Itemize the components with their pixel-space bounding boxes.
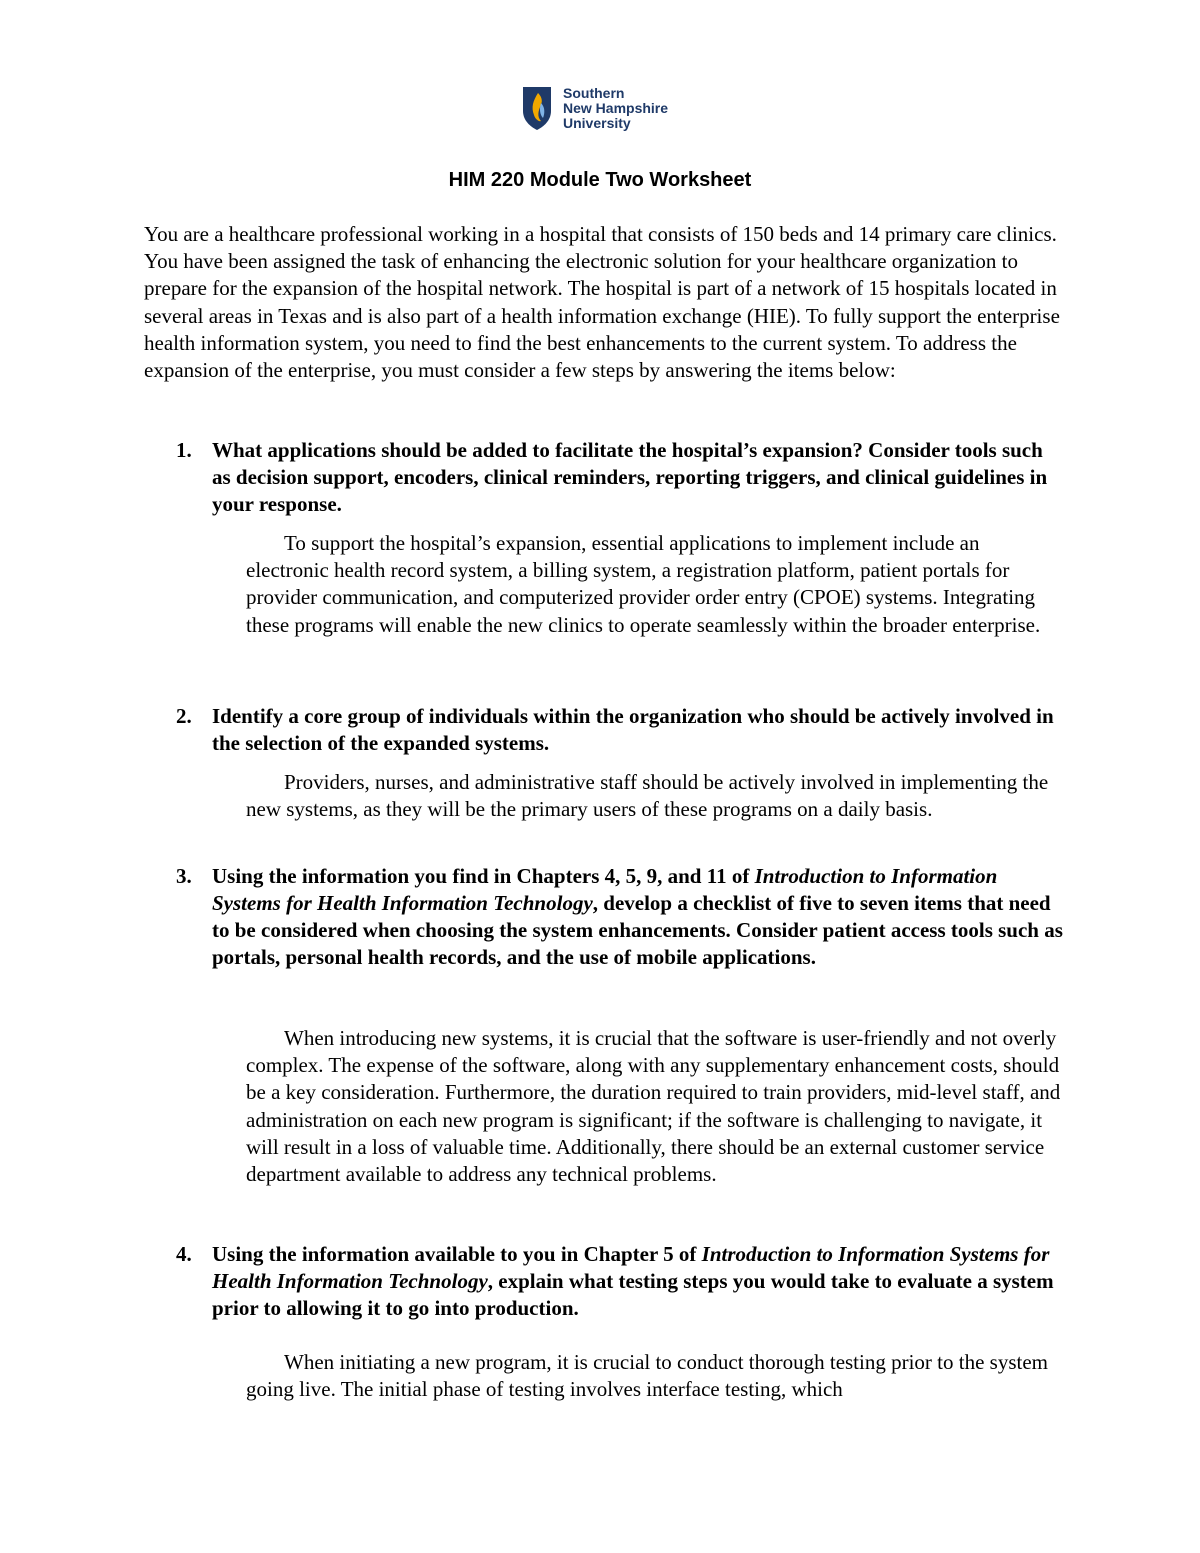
intro-paragraph: You are a healthcare professional working in a hospital that consists of 150 beds and 14 primary care clinics. You have been assigned the task of enhancing the electronic solution for your healthcare organization to prepare for the expansion of the hospital network. The hospital is part of a network of 15 hospitals located in several areas in Texas and is also part of a health information exchange (HIE). To fully support the enterprise health information system, you need to find the best enhancements to the current system. To address the expansion of the enterprise, you must consider a few steps by answering the items below: <box>144 222 1060 383</box>
question-text <box>212 1241 1064 1322</box>
flame-shield-icon <box>521 85 553 131</box>
question-text-part-a: Using the information available to you in Chapter 5 of <box>212 1242 702 1266</box>
question-3 <box>144 863 1064 971</box>
question-4 <box>144 1241 1064 1322</box>
question-text-part-b: , develop a checklist of five to seven items that need to be considered when choosing the system enhancements. Consider patient access tools such as portals, personal health records, and the use of mobile applications. <box>212 891 1063 969</box>
answer-4: When initiating a new program, it is crucial to conduct thorough testing prior to the system going live. The initial phase of testing involves interface testing, which <box>246 1350 1048 1402</box>
question-text-part-a: Using the information you find in Chapters 4, 5, 9, and 11 of <box>212 864 755 888</box>
question-number: 2. <box>176 704 192 728</box>
question-2 <box>144 703 1064 757</box>
logo-line-2: New Hampshire <box>563 99 669 116</box>
question-number: 1. <box>176 438 192 462</box>
question-text: Identify a core group of individuals within the organization who should be actively involved in the selection of the expanded systems. <box>212 704 1054 755</box>
question-1 <box>144 437 1064 518</box>
answer-3: When introducing new systems, it is crucial that the software is user-friendly and not overly complex. The expense of the software, along with any supplementary enhancement costs, should be a key consideration. Furthermore, the duration required to train providers, mid-level staff, and administration on each new program is significant; if the software is challenging to navigate, it will result in a loss of valuable time. Additionally, there should be an external customer service department available to address any technical problems. <box>246 1026 1061 1187</box>
answer-2: Providers, nurses, and administrative staff should be actively involved in implementing the new systems, as they will be the primary users of these programs on a daily basis. <box>246 770 1049 822</box>
book-title: Introduction to Information Systems for Health Information Technology <box>212 1242 1050 1293</box>
question-number: 4. <box>176 1242 192 1266</box>
book-title: Introduction to Information Systems for Health Information Technology <box>212 864 998 915</box>
question-text-part-b: , explain what testing steps you would take to evaluate a system prior to allowing it to go into production. <box>212 1269 1054 1320</box>
question-text: What applications should be added to facilitate the hospital’s expansion? Consider tools such as decision support, encoders, clinical reminders, reporting triggers, and clinical guidelines in your response. <box>212 438 1048 516</box>
logo-line-1: Southern <box>563 84 625 101</box>
university-logo <box>521 85 668 131</box>
logo-line-3: University <box>563 114 631 131</box>
page-title: HIM 220 Module Two Worksheet <box>448 169 752 191</box>
question-text <box>212 863 1064 971</box>
answer-1: To support the hospital’s expansion, essential applications to implement include an electronic health record system, a billing system, a registration platform, patient portals for provider communication, and computerized provider order entry (CPOE) systems. Integrating these programs will enable the new clinics to operate seamlessly within the broader enterprise. <box>246 531 1041 637</box>
logo-wordmark <box>563 86 668 131</box>
question-number: 3. <box>176 864 192 888</box>
